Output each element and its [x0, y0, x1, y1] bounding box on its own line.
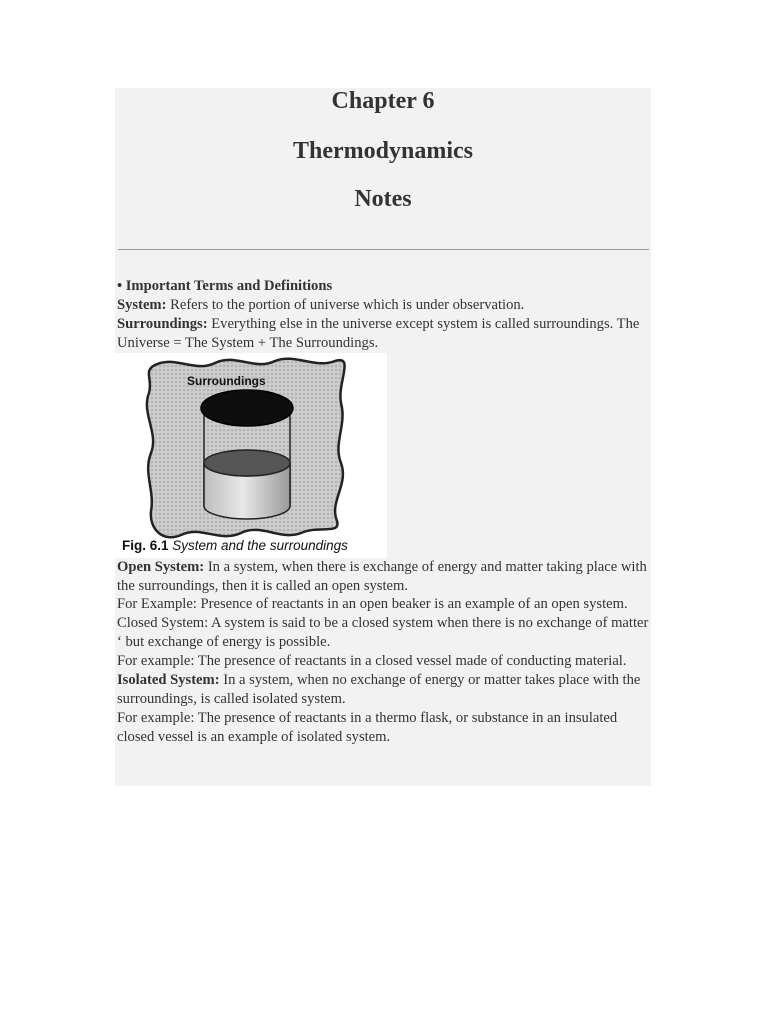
closed-example: For example: The presence of reactants in a closed vessel made of conducting material. — [117, 653, 627, 670]
open-system-term: Open System: — [117, 558, 205, 575]
figure-caption: Fig. 6.1 System and the surroundings — [122, 537, 348, 553]
notes-body — [117, 277, 649, 747]
page-title: Thermodynamics — [293, 138, 473, 164]
surroundings-term: Surroundings: — [117, 315, 208, 332]
figure-system-surroundings — [115, 353, 387, 558]
isolated-system-term: Isolated System: — [117, 672, 220, 689]
surroundings-label: Surroundings — [187, 373, 266, 388]
section-heading: • Important Terms and Definitions — [117, 278, 333, 294]
open-system-definition-cont: the surroundings, then it is called an open system. — [117, 577, 409, 594]
open-system-definition: Open System: In a system, when there is exchange of energy and matter taking place with — [117, 558, 647, 575]
divider — [118, 249, 649, 250]
isolated-example: For example: The presence of reactants in a thermo flask, or substance in an insulated closed vessel is an example of isolated system. — [117, 709, 618, 745]
page-subtitle: Notes — [354, 186, 412, 212]
surroundings-definition: Surroundings: Everything else in the universe except system is called surroundings. The Universe = The System + The Surroundings. — [117, 315, 640, 351]
chapter-heading: Chapter 6 — [331, 88, 435, 114]
system-term: System: — [117, 296, 167, 313]
isolated-system-definition: Isolated System: In a system, when no exchange of energy or matter takes place with the surroundings, is called isolated system. — [117, 672, 641, 707]
open-closed-example: For Example: Presence of reactants in an open beaker is an example of an open system. Closed System: A system is said to be a closed system when there is no exchange of matter ‘ but exchange of energy is possible. — [117, 596, 649, 651]
document-page — [115, 88, 651, 786]
system-definition: System: Refers to the portion of universe which is under observation. — [117, 296, 525, 313]
system-surroundings-illustration — [115, 353, 387, 558]
